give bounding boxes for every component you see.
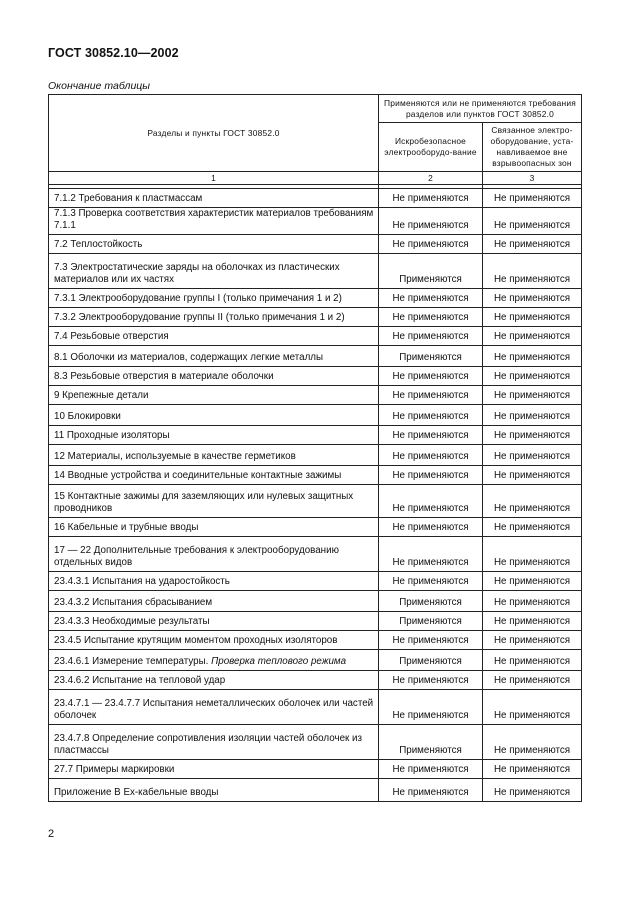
row-intrinsically-safe: Не применяются	[379, 386, 483, 405]
row-section: 10 Блокировки	[49, 405, 379, 426]
table-row	[49, 445, 582, 466]
row-associated-equipment: Не применяются	[483, 189, 582, 208]
row-section: 27.7 Примеры маркировки	[49, 760, 379, 779]
row-section: 7.3.1 Электрооборудование группы I (только примечания 1 и 2)	[49, 289, 379, 308]
table-row	[49, 537, 582, 572]
table-row	[49, 466, 582, 485]
row-associated-equipment: Не применяются	[483, 631, 582, 650]
table-row	[49, 386, 582, 405]
row-intrinsically-safe: Не применяются	[379, 485, 483, 518]
row-associated-equipment: Не применяются	[483, 386, 582, 405]
row-intrinsically-safe: Не применяются	[379, 445, 483, 466]
page-number: 2	[48, 828, 55, 840]
table-row	[49, 591, 582, 612]
row-associated-equipment: Не применяются	[483, 572, 582, 591]
table-row	[49, 289, 582, 308]
row-intrinsically-safe: Не применяются	[379, 235, 483, 254]
row-intrinsically-safe: Не применяются	[379, 367, 483, 386]
row-section: 23.4.3.2 Испытания сбрасыванием	[49, 591, 379, 612]
row-associated-equipment: Не применяются	[483, 725, 582, 760]
table-body	[49, 189, 582, 802]
row-section: 8.3 Резьбовые отверстия в материале оболочки	[49, 367, 379, 386]
row-associated-equipment: Не применяются	[483, 537, 582, 572]
header-intrinsically-safe: Искробезопасное электрооборудо-вание	[379, 123, 483, 172]
row-intrinsically-safe: Не применяются	[379, 631, 483, 650]
row-intrinsically-safe: Применяются	[379, 591, 483, 612]
row-associated-equipment: Не применяются	[483, 308, 582, 327]
row-section: 23.4.7.1 — 23.4.7.7 Испытания неметаллических оболочек или частей оболочек	[49, 690, 379, 725]
table-row	[49, 518, 582, 537]
row-associated-equipment: Не применяются	[483, 235, 582, 254]
row-associated-equipment: Не применяются	[483, 671, 582, 690]
row-intrinsically-safe: Не применяются	[379, 518, 483, 537]
row-intrinsically-safe: Не применяются	[379, 779, 483, 802]
row-intrinsically-safe: Не применяются	[379, 189, 483, 208]
header-num-3: 3	[483, 172, 582, 185]
row-section: 14 Вводные устройства и соединительные контактные зажимы	[49, 466, 379, 485]
row-section: 7.1.3 Проверка соответствия характеристик материалов требованиям 7.1.1	[49, 208, 379, 235]
row-associated-equipment: Не применяются	[483, 690, 582, 725]
document-title: ГОСТ 30852.10—2002	[48, 46, 179, 60]
row-associated-equipment: Не применяются	[483, 591, 582, 612]
row-section: 12 Материалы, используемые в качестве герметиков	[49, 445, 379, 466]
row-section: 15 Контактные зажимы для заземляющих или нулевых защитных проводников	[49, 485, 379, 518]
row-section: 23.4.3.3 Необходимые результаты	[49, 612, 379, 631]
row-associated-equipment: Не применяются	[483, 779, 582, 802]
row-intrinsically-safe: Не применяются	[379, 572, 483, 591]
header-num-1: 1	[49, 172, 379, 185]
row-associated-equipment: Не применяются	[483, 426, 582, 445]
table-row	[49, 405, 582, 426]
table-row	[49, 690, 582, 725]
row-intrinsically-safe: Применяются	[379, 650, 483, 671]
row-associated-equipment: Не применяются	[483, 466, 582, 485]
header-sections: Разделы и пункты ГОСТ 30852.0	[49, 95, 379, 172]
table-row	[49, 650, 582, 671]
row-section: 23.4.3.1 Испытания на ударостойкость	[49, 572, 379, 591]
row-associated-equipment: Не применяются	[483, 405, 582, 426]
table-row	[49, 725, 582, 760]
row-associated-equipment: Не применяются	[483, 208, 582, 235]
row-section: 17 — 22 Дополнительные требования к электрооборудованию отдельных видов	[49, 537, 379, 572]
row-associated-equipment: Не применяются	[483, 327, 582, 346]
row-associated-equipment: Не применяются	[483, 518, 582, 537]
table-row	[49, 485, 582, 518]
row-associated-equipment: Не применяются	[483, 346, 582, 367]
row-associated-equipment: Не применяются	[483, 254, 582, 289]
table-caption: Окончание таблицы	[48, 80, 151, 92]
table-row	[49, 671, 582, 690]
row-intrinsically-safe: Применяются	[379, 612, 483, 631]
table-row	[49, 367, 582, 386]
row-section: 11 Проходные изоляторы	[49, 426, 379, 445]
row-section: 7.2 Теплостойкость	[49, 235, 379, 254]
row-section: Приложение В Ex-кабельные вводы	[49, 779, 379, 802]
table-row	[49, 254, 582, 289]
row-section: 7.1.2 Требования к пластмассам	[49, 189, 379, 208]
row-section: 23.4.7.8 Определение сопротивления изоляции частей оболочек из пластмассы	[49, 725, 379, 760]
row-section: 7.3 Электростатические заряды на оболочках из пластических материалов или их частях	[49, 254, 379, 289]
row-section: 23.4.5 Испытание крутящим моментом проходных изоляторов	[49, 631, 379, 650]
header-group: Применяются или не применяются требования разделов или пунктов ГОСТ 30852.0	[379, 95, 582, 123]
row-associated-equipment: Не применяются	[483, 612, 582, 631]
table-row	[49, 208, 582, 235]
row-intrinsically-safe: Не применяются	[379, 289, 483, 308]
row-intrinsically-safe: Не применяются	[379, 308, 483, 327]
header-associated-equipment: Связанное электро-оборудование, уста-навливаемое вне взрывоопасных зон	[483, 123, 582, 172]
row-section: 7.3.2 Электрооборудование группы II (только примечания 1 и 2)	[49, 308, 379, 327]
row-intrinsically-safe: Не применяются	[379, 426, 483, 445]
row-associated-equipment: Не применяются	[483, 485, 582, 518]
row-intrinsically-safe: Не применяются	[379, 537, 483, 572]
row-associated-equipment: Не применяются	[483, 445, 582, 466]
row-section: 9 Крепежные детали	[49, 386, 379, 405]
row-section: 23.4.6.1 Измерение температуры. Проверка теплового режима	[49, 650, 379, 671]
row-intrinsically-safe: Не применяются	[379, 760, 483, 779]
row-intrinsically-safe: Не применяются	[379, 327, 483, 346]
row-intrinsically-safe: Не применяются	[379, 671, 483, 690]
row-intrinsically-safe: Не применяются	[379, 466, 483, 485]
row-associated-equipment: Не применяются	[483, 760, 582, 779]
table-row	[49, 779, 582, 802]
row-intrinsically-safe: Применяются	[379, 254, 483, 289]
table-row	[49, 346, 582, 367]
row-section: 23.4.6.2 Испытание на тепловой удар	[49, 671, 379, 690]
row-intrinsically-safe: Применяются	[379, 346, 483, 367]
table-row	[49, 308, 582, 327]
table-row	[49, 631, 582, 650]
row-section: 8.1 Оболочки из материалов, содержащих легкие металлы	[49, 346, 379, 367]
table-row	[49, 760, 582, 779]
row-section: 16 Кабельные и трубные вводы	[49, 518, 379, 537]
header-num-2: 2	[379, 172, 483, 185]
row-associated-equipment: Не применяются	[483, 289, 582, 308]
row-intrinsically-safe: Не применяются	[379, 405, 483, 426]
table-row	[49, 327, 582, 346]
table-row	[49, 572, 582, 591]
table-row	[49, 612, 582, 631]
row-intrinsically-safe: Не применяются	[379, 690, 483, 725]
table-row	[49, 426, 582, 445]
table-row	[49, 235, 582, 254]
requirements-table	[48, 94, 582, 802]
row-associated-equipment: Не применяются	[483, 650, 582, 671]
row-associated-equipment: Не применяются	[483, 367, 582, 386]
table-row	[49, 189, 582, 208]
row-section: 7.4 Резьбовые отверстия	[49, 327, 379, 346]
row-intrinsically-safe: Применяются	[379, 725, 483, 760]
row-intrinsically-safe: Не применяются	[379, 208, 483, 235]
